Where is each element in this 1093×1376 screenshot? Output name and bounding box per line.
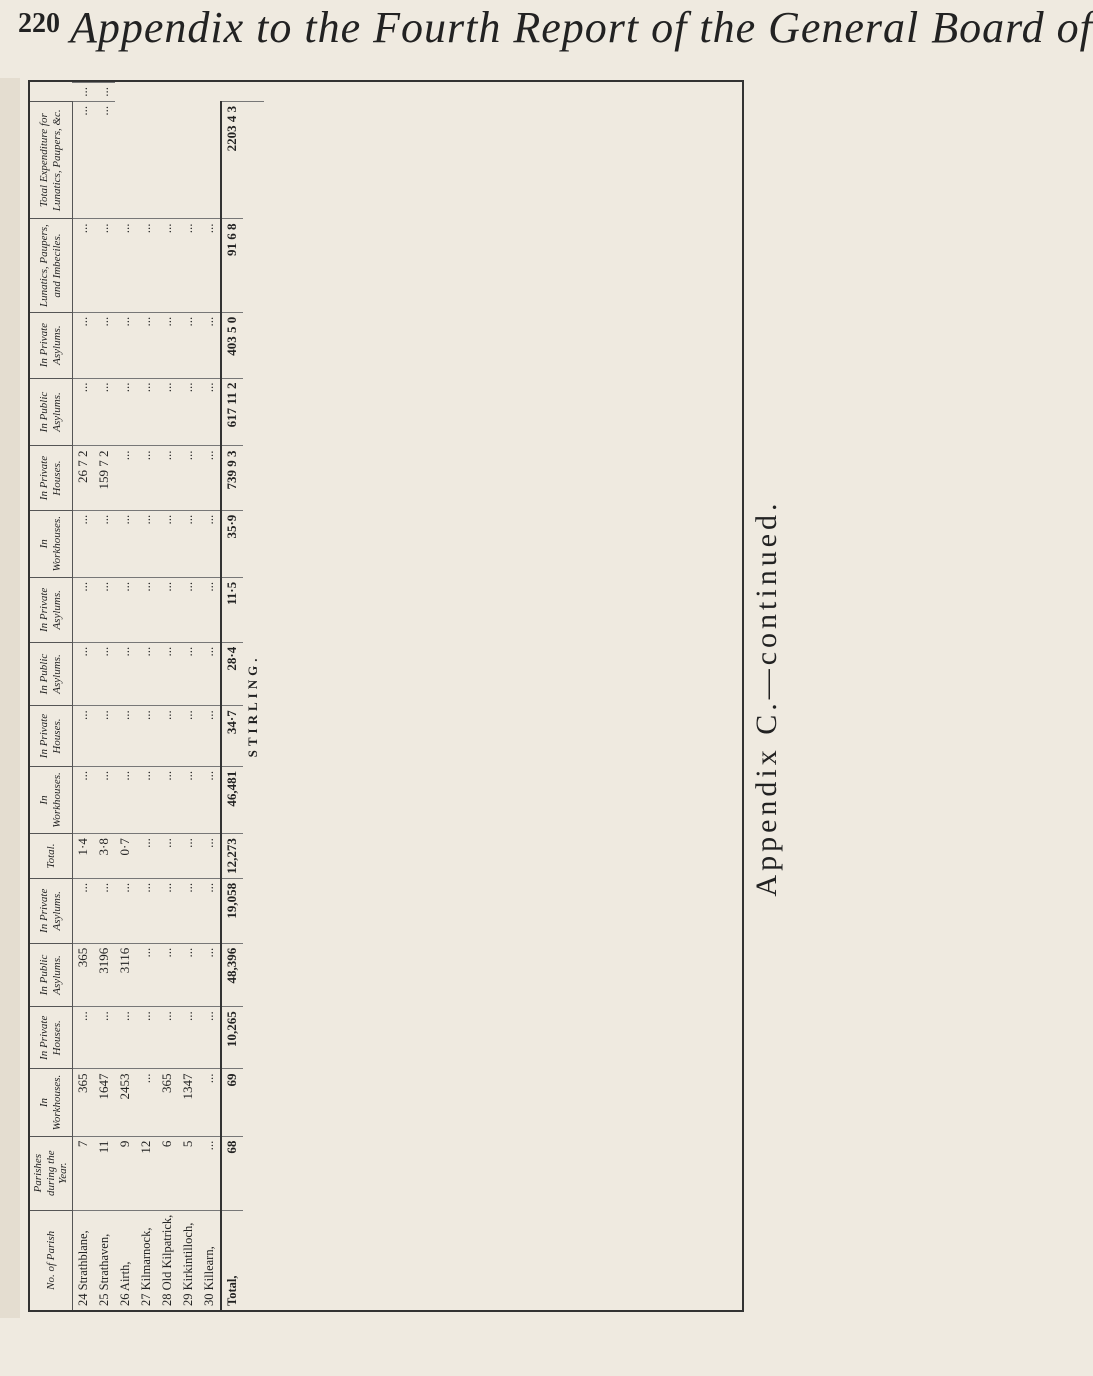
table-cell: ... xyxy=(199,943,221,1006)
table-cell: ... xyxy=(136,378,157,446)
totals-cell: 2203 4 3 xyxy=(221,101,243,219)
table-cell: ... xyxy=(94,510,115,577)
totals-cell: 617 11 2 xyxy=(221,378,243,446)
totals-cell: 11·5 xyxy=(221,577,243,642)
table-cell: ... xyxy=(72,878,94,943)
column-header: No. of Parish xyxy=(30,1210,72,1310)
table-cell: ... xyxy=(157,219,178,312)
table-cell: ... xyxy=(115,378,136,446)
column-header: In Private Asylums. xyxy=(30,878,72,943)
table-cell: 159 7 2 xyxy=(94,446,115,510)
table-cell: ... xyxy=(157,943,178,1006)
parish-name: 24 Strathblane, xyxy=(72,1210,94,1310)
totals-cell: 10,265 xyxy=(221,1007,243,1069)
totals-cell: 68 xyxy=(221,1136,243,1210)
column-header: In Workhouses. xyxy=(30,510,72,577)
table-cell: ... xyxy=(115,219,136,312)
totals-cell: 12,273 xyxy=(221,834,243,879)
column-header: Total Expenditure for Lunatics, Paupers, &c. xyxy=(30,101,72,219)
table-cell: ... xyxy=(199,706,221,767)
table-cell: ... xyxy=(136,706,157,767)
table-cell: ... xyxy=(178,706,199,767)
statistics-table-frame xyxy=(28,80,744,1312)
table-cell: ... xyxy=(72,766,94,833)
table-cell: ... xyxy=(199,766,221,833)
table-cell: ... xyxy=(199,219,221,312)
table-cell: ... xyxy=(157,834,178,879)
table-cell: ... xyxy=(178,446,199,510)
table-cell: ... xyxy=(72,642,94,705)
column-header: In Private Asylums. xyxy=(30,312,72,378)
table-cell: 0·7 xyxy=(115,834,136,879)
table-cell: 3·8 xyxy=(94,834,115,879)
table-cell: ... xyxy=(178,312,199,378)
rotated-table-region xyxy=(22,78,792,1318)
column-header: In Private Asylums. xyxy=(30,577,72,642)
parish-name: 27 Kilmarnock, xyxy=(136,1210,157,1310)
section-label: STIRLING. xyxy=(243,101,264,1310)
table-cell: ... xyxy=(199,577,221,642)
table-cell: ... xyxy=(115,642,136,705)
table-row xyxy=(136,83,157,1311)
table-cell: ... xyxy=(157,510,178,577)
table-cell: 26 7 2 xyxy=(72,446,94,510)
table-cell: 2453 xyxy=(115,1069,136,1136)
table-cell: ... xyxy=(157,706,178,767)
page-number: 220 xyxy=(18,8,60,39)
column-header: In Public Asylums. xyxy=(30,378,72,446)
table-cell: ... xyxy=(115,766,136,833)
column-header: In Workhouses. xyxy=(30,1069,72,1136)
table-cell: 365 xyxy=(157,1069,178,1136)
table-cell: ... xyxy=(72,510,94,577)
table-cell: ... xyxy=(178,219,199,312)
totals-cell: 34·7 xyxy=(221,706,243,767)
totals-cell: 35·9 xyxy=(221,510,243,577)
table-cell: 11 xyxy=(94,1136,115,1210)
totals-cell: 403 5 0 xyxy=(221,312,243,378)
table-cell: ... xyxy=(136,510,157,577)
table-cell: ... xyxy=(157,577,178,642)
table-cell: ... xyxy=(115,446,136,510)
totals-row xyxy=(221,83,243,1311)
table-cell: ... xyxy=(72,83,94,102)
table-cell: ... xyxy=(94,83,115,102)
table-cell: 1647 xyxy=(94,1069,115,1136)
table-cell: ... xyxy=(157,642,178,705)
totals-cell: 19,058 xyxy=(221,878,243,943)
table-cell: ... xyxy=(136,446,157,510)
table-cell: ... xyxy=(136,1069,157,1136)
table-cell: ... xyxy=(94,219,115,312)
totals-cell: 48,396 xyxy=(221,943,243,1006)
table-cell: ... xyxy=(178,642,199,705)
column-header: In Public Asylums. xyxy=(30,943,72,1006)
table-cell: ... xyxy=(115,510,136,577)
table-cell: ... xyxy=(136,834,157,879)
table-cell: ... xyxy=(178,943,199,1006)
table-cell: ... xyxy=(199,642,221,705)
table-cell: ... xyxy=(199,312,221,378)
table-cell: ... xyxy=(199,378,221,446)
table-cell: 9 xyxy=(115,1136,136,1210)
table-cell: ... xyxy=(115,312,136,378)
parish-name: 28 Old Kilpatrick, xyxy=(157,1210,178,1310)
statistics-table xyxy=(30,82,264,1310)
table-cell: ... xyxy=(157,766,178,833)
rotated-sheet xyxy=(0,78,792,1306)
table-cell: ... xyxy=(94,312,115,378)
table-cell: ... xyxy=(136,943,157,1006)
table-cell: ... xyxy=(94,766,115,833)
totals-label: Total, xyxy=(221,1210,243,1310)
table-row xyxy=(157,83,178,1311)
table-cell: 6 xyxy=(157,1136,178,1210)
table-cell: ... xyxy=(157,1007,178,1069)
table-header-row xyxy=(30,83,72,1311)
table-cell: ... xyxy=(199,446,221,510)
table-cell: 1·4 xyxy=(72,834,94,879)
table-cell: ... xyxy=(136,642,157,705)
table-cell: 5 xyxy=(178,1136,199,1210)
table-cell: ... xyxy=(199,1069,221,1136)
table-cell: ... xyxy=(94,378,115,446)
table-cell: ... xyxy=(136,312,157,378)
table-row xyxy=(115,83,136,1311)
table-cell: ... xyxy=(178,1007,199,1069)
parish-name: 25 Strathaven, xyxy=(94,1210,115,1310)
table-cell: ... xyxy=(157,878,178,943)
table-cell: ... xyxy=(94,642,115,705)
table-row xyxy=(94,83,115,1311)
table-cell: ... xyxy=(72,1007,94,1069)
table-cell: ... xyxy=(157,378,178,446)
section-row xyxy=(243,83,264,1311)
table-cell: 1347 xyxy=(178,1069,199,1136)
table-cell: ... xyxy=(199,510,221,577)
table-cell: ... xyxy=(199,834,221,879)
column-header: Lunatics, Paupers, and Imbeciles. xyxy=(30,219,72,312)
column-header: In Private Houses. xyxy=(30,446,72,510)
table-cell: 12 xyxy=(136,1136,157,1210)
table-cell: ... xyxy=(136,1007,157,1069)
table-cell: ... xyxy=(115,706,136,767)
table-cell: ... xyxy=(178,766,199,833)
table-row xyxy=(72,83,94,1311)
column-header: Parishes during the Year. xyxy=(30,1136,72,1210)
table-cell: ... xyxy=(178,510,199,577)
table-cell: ... xyxy=(199,878,221,943)
table-cell: ... xyxy=(178,834,199,879)
column-header: In Workhouses. xyxy=(30,766,72,833)
table-cell: ... xyxy=(115,577,136,642)
table-cell: ... xyxy=(72,706,94,767)
parish-name: 30 Killearn, xyxy=(199,1210,221,1310)
table-cell: ... xyxy=(72,219,94,312)
table-row xyxy=(199,83,221,1311)
table-cell: ... xyxy=(178,878,199,943)
totals-cell: 28·4 xyxy=(221,642,243,705)
table-cell: ... xyxy=(136,766,157,833)
column-header: In Public Asylums. xyxy=(30,642,72,705)
table-cell: ... xyxy=(94,1007,115,1069)
table-cell: ... xyxy=(94,878,115,943)
table-cell: ... xyxy=(72,577,94,642)
table-cell: 365 xyxy=(72,1069,94,1136)
totals-cell: 46,481 xyxy=(221,766,243,833)
table-cell: ... xyxy=(72,312,94,378)
totals-cell: 69 xyxy=(221,1069,243,1136)
table-cell: ... xyxy=(115,878,136,943)
table-cell: ... xyxy=(72,101,94,219)
table-cell: ... xyxy=(94,101,115,219)
table-cell: 3196 xyxy=(94,943,115,1006)
table-cell: ... xyxy=(136,219,157,312)
table-row xyxy=(178,83,199,1311)
totals-cell: 91 6 8 xyxy=(221,219,243,312)
column-header: In Private Houses. xyxy=(30,1007,72,1069)
table-cell: ... xyxy=(136,577,157,642)
table-cell: ... xyxy=(115,1007,136,1069)
totals-cell: 739 9 3 xyxy=(221,446,243,510)
table-cell: ... xyxy=(136,878,157,943)
table-cell: 3116 xyxy=(115,943,136,1006)
table-cell: ... xyxy=(199,1136,221,1210)
table-cell: ... xyxy=(94,577,115,642)
table-cell: ... xyxy=(157,446,178,510)
table-cell: ... xyxy=(72,378,94,446)
table-cell: 365 xyxy=(72,943,94,1006)
table-cell: 7 xyxy=(72,1136,94,1210)
column-header: In Private Houses. xyxy=(30,706,72,767)
table-cell: ... xyxy=(199,1007,221,1069)
table-cell: ... xyxy=(157,312,178,378)
running-head: Appendix to the Fourth Report of the General Board of xyxy=(70,3,1093,52)
table-cell: ... xyxy=(178,378,199,446)
table-cell: ... xyxy=(178,577,199,642)
table-cell: ... xyxy=(94,706,115,767)
parish-name: 26 Airth, xyxy=(115,1210,136,1310)
parish-name: 29 Kirkintilloch, xyxy=(178,1210,199,1310)
table-caption: Appendix C.—continued. xyxy=(750,499,783,897)
column-header: Total. xyxy=(30,834,72,879)
